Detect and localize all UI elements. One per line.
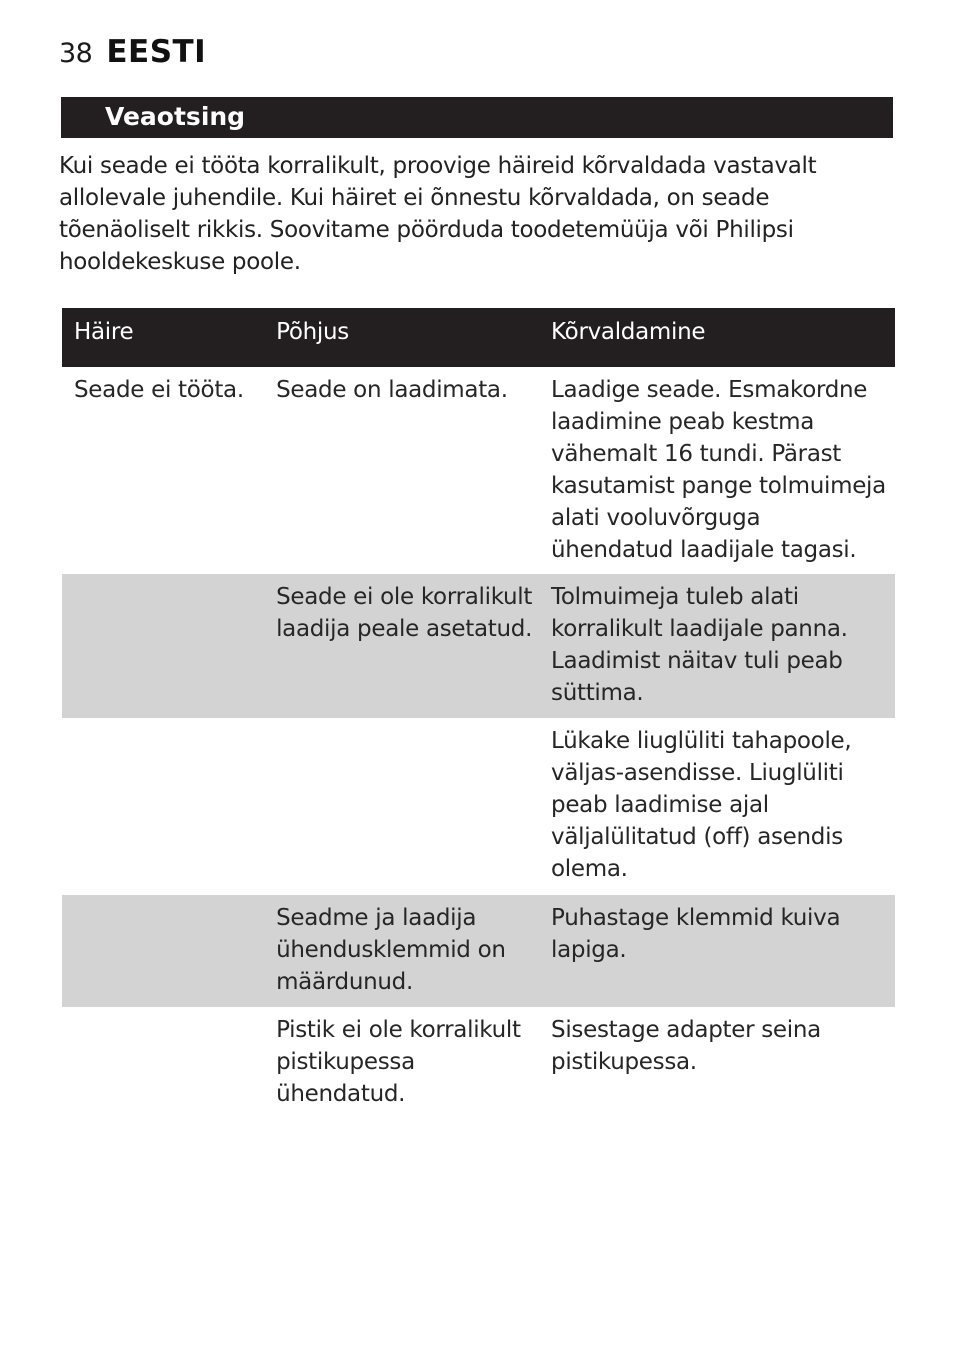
- cause-cell: [276, 718, 551, 895]
- header-solution: Kõrvaldamine: [551, 308, 895, 367]
- table-row: [62, 367, 895, 574]
- header-cause: Põhjus: [276, 308, 551, 367]
- page-header: [59, 34, 206, 70]
- header-problem: Häire: [62, 308, 276, 367]
- problem-cell: [62, 718, 276, 895]
- solution-cell: Tolmuimeja tuleb alati korralikult laadijale panna. Laadimist näitav tuli peab süttima.: [551, 574, 895, 718]
- cause-cell: Seade on laadimata.: [276, 377, 508, 403]
- table-row: [62, 574, 895, 718]
- cause-cell: Pistik ei ole korralikult pistikupessa ühendatud.: [276, 1017, 521, 1107]
- table-header-row: [62, 308, 895, 367]
- table-row: [62, 895, 895, 1007]
- solution-cell: Puhastage klemmid kuiva lapiga.: [551, 895, 895, 1007]
- problem-cell: [62, 1007, 276, 1119]
- table-row: [62, 1007, 895, 1119]
- table-row: [62, 718, 895, 895]
- intro-paragraph: Kui seade ei tööta korralikult, proovige häireid kõrvaldada vastavalt allolevale juhendile. Kui häiret ei õnnestu kõrvaldada, on seade tõenäoliselt rikkis. Soovitame pöörduda toodetemüüja või Philipsi hooldekeskuse poole.: [59, 153, 817, 275]
- solution-cell: Sisestage adapter seina pistikupessa.: [551, 1017, 821, 1075]
- language-title: EESTI: [106, 34, 207, 70]
- troubleshooting-table: [62, 308, 895, 1119]
- section-title: Veaotsing: [105, 102, 246, 131]
- problem-cell: Seade ei tööta.: [74, 377, 244, 403]
- section-header-bar: [61, 97, 893, 138]
- solution-cell: Laadige seade. Esmakordne laadimine peab kestma vähemalt 16 tundi. Pärast kasutamist pange tolmuimeja alati vooluvõrguga ühendatud laadijale tagasi.: [551, 377, 886, 563]
- solution-cell: Lükake liuglüliti tahapoole, väljas-asendisse. Liuglüliti peab laadimise ajal väljalülitatud (off) asendis olema.: [551, 728, 852, 882]
- problem-cell: [62, 574, 276, 718]
- problem-cell: [62, 895, 276, 1007]
- page-number: 38: [59, 38, 93, 69]
- cause-cell: Seade ei ole korralikult laadija peale asetatud.: [276, 574, 551, 718]
- cause-cell: Seadme ja laadija ühendusklemmid on määrdunud.: [276, 895, 551, 1007]
